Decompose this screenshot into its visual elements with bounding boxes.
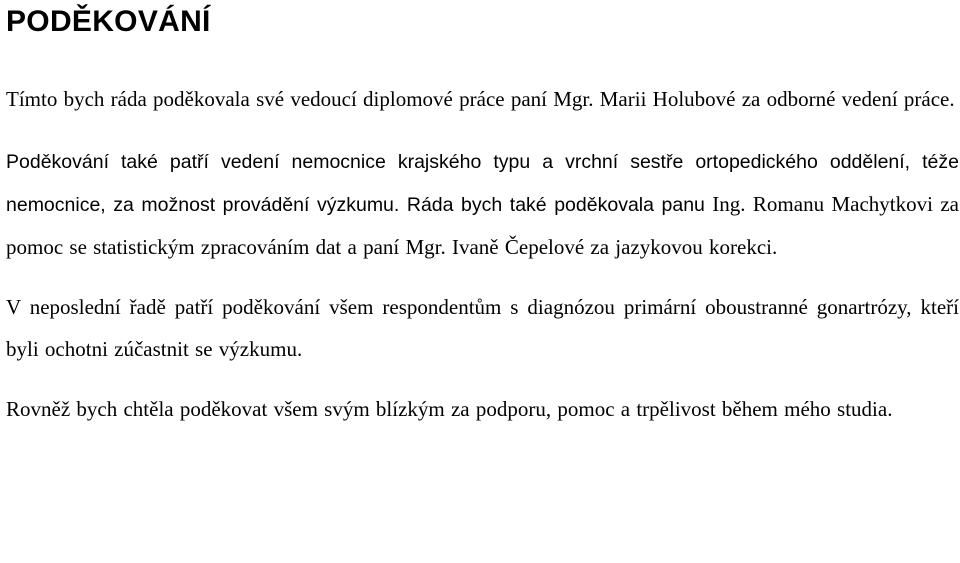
paragraph-thanks-hospital-lead: Poděkování také patří vedení nemocnice krajského typu a vrchní sestře ortopedického oddělení, téže nemocnice, za možnost provádění výzkumu. Ráda bych také poděkovala panu bbox=[6, 151, 959, 216]
document-page bbox=[6, 0, 959, 430]
paragraph-thanks-hospital bbox=[6, 140, 959, 268]
paragraph-thanks-family: Rovněž bych chtěla poděkovat všem svým blízkým za podporu, pomoc a trpělivost během mého studia. bbox=[6, 397, 893, 421]
paragraph-thanks-supervisor: Tímto bych ráda poděkovala své vedoucí diplomové práce paní Mgr. Marii Holubové za odborné vedení práce. bbox=[6, 87, 955, 111]
paragraph-thanks-hospital-rest: Ing. Romanu Machytkovi za pomoc se statistickým zpracováním dat a paní Mgr. Ivaně Čepelové za jazykovou korekci. bbox=[6, 192, 959, 259]
paragraph-thanks-respondents: V neposlední řadě patří poděkování všem respondentům s diagnózou primární oboustranné gonartrózy, kteří byli ochotni zúčastnit se výzkumu. bbox=[6, 295, 959, 361]
page-title: PODĚKOVÁNÍ bbox=[6, 5, 211, 38]
